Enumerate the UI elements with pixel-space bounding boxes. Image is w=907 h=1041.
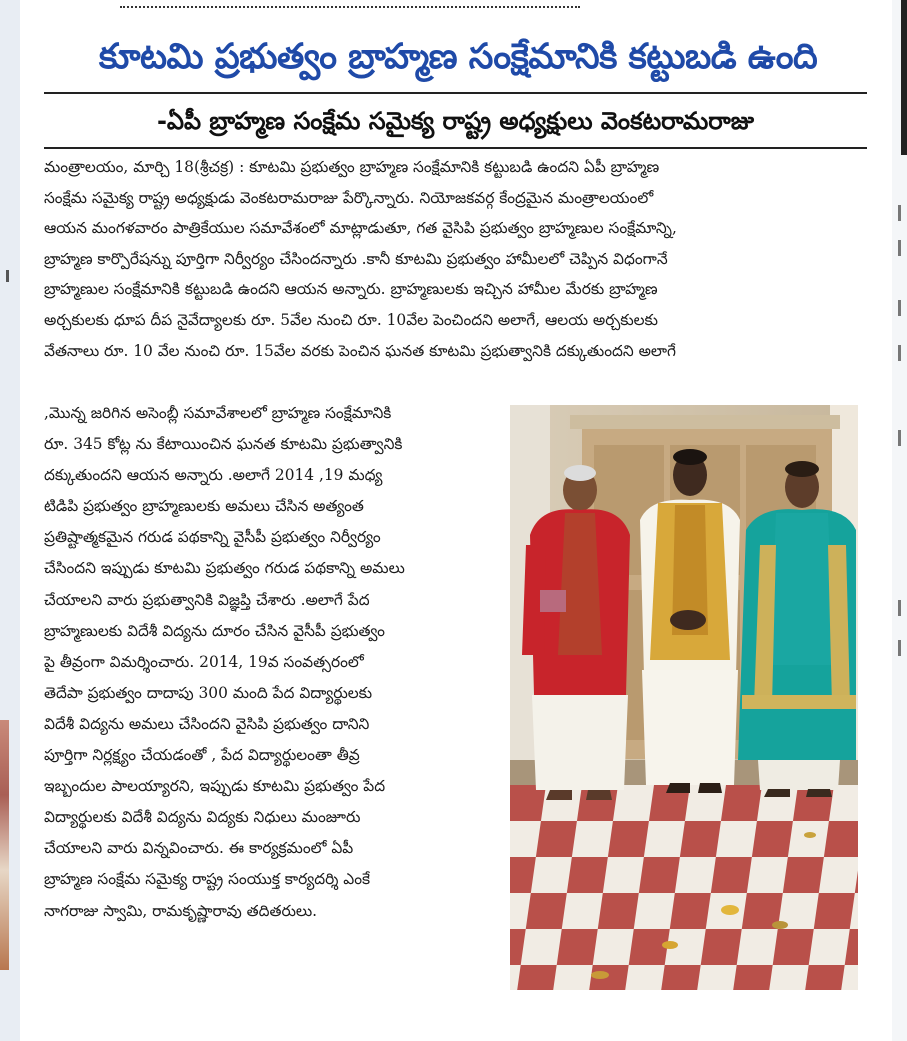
- headline-rule-bottom: [44, 147, 867, 149]
- adjacent-text-fragment: [898, 430, 901, 446]
- body-line: ఆయన మంగళవారం పాత్రికేయుల సమావేశంలో మాట్లాడుతూ, గత వైసిపి ప్రభుత్వం బ్రాహ్మణుల సంక్షేమాన్ని,: [44, 219, 677, 238]
- body-line: ప్రతిష్టాత్మకమైన గరుడ పథకాన్ని వైసీపీ ప్రభుత్వం నిర్వీర్యం: [44, 528, 381, 547]
- article-subheadline: -ఏపీ బ్రాహ్మణ సంక్షేమ సమైక్య రాష్ట్ర అధ్యక్షులు వెంకటరామరాజు: [156, 107, 755, 135]
- body-line: టిడిపి ప్రభుత్వం బ్రాహ్మణులకు అమలు చేసిన అత్యంత: [44, 497, 364, 516]
- body-line: పూర్తిగా నిర్లక్ష్యం చేయడంతో , పేద విద్యార్థులంతా తీవ్ర: [44, 746, 360, 765]
- article-photo: [510, 405, 858, 990]
- adjacent-dark-bar: [901, 0, 907, 155]
- body-line: మంత్రాలయం, మార్చి 18(శ్రీచక్ర) : కూటమి ప్రభుత్వం బ్రాహ్మణ సంక్షేమానికి కట్టుబడి ఉందని ఏపీ బ్రాహ్మణ: [44, 158, 660, 176]
- body-line: తెదేపా ప్రభుత్వం దాదాపు 300 మంది పేద విద్యార్థులకు: [44, 683, 373, 702]
- adjacent-text-fragment: [6, 270, 9, 282]
- body-line: ఇబ్బందుల పాలయ్యారని, ఇప్పుడు కూటమి ప్రభుత్వం పేద: [44, 777, 386, 796]
- adjacent-text-fragment: [898, 640, 901, 656]
- body-line: నాగరాజు స్వామి, రామకృష్ణారావు తదితరులు.: [44, 901, 318, 920]
- previous-article-cut-line: [120, 0, 580, 8]
- body-line: చేయాలని వారు ప్రభుత్వానికి విజ్ఞప్తి చేశారు .అలాగే పేద: [44, 590, 370, 609]
- headline-rule-top: [44, 92, 867, 94]
- body-line: చేసిందని ఇప్పుడు కూటమి ప్రభుత్వం గరుడ పథకాన్ని అమలు: [44, 559, 405, 578]
- adjacent-text-fragment: [898, 240, 901, 256]
- article-body-column: [44, 398, 499, 927]
- body-line: దక్కుతుందని ఆయన అన్నారు .అలాగే 2014 ,19 మధ్య: [44, 466, 383, 485]
- body-line: బ్రాహ్మణ కార్పొరేషన్ను పూర్తిగా నిర్వీర్యం చేసిందన్నారు .కానీ కూటమి ప్రభుత్వం హామీలలో చెప్పిన విధంగానే: [44, 249, 668, 268]
- adjacent-text-fragment: [898, 600, 901, 616]
- body-line: బ్రాహ్మణుల సంక్షేమానికి కట్టుబడి ఉందని ఆయన అన్నారు. బ్రాహ్మణులకు ఇచ్చిన హామీల మేరకు బ్రాహ్మణ: [44, 280, 658, 299]
- body-line: అర్చకులకు ధూప దీప నైవేద్యాలకు రూ. 5వేల నుంచి రూ. 10వేల పెంచిందని అలాగే, ఆలయ అర్చకులకు: [44, 310, 658, 329]
- body-line: చేయాలని వారు విన్నవించారు. ఈ కార్యక్రమంలో ఏపీ: [44, 839, 354, 858]
- body-line: రూ. 345 కోట్ల ను కేటాయించిన ఘనత కూటమి ప్రభుత్వానికి: [44, 435, 403, 454]
- adjacent-page-edge-left: [0, 0, 20, 1041]
- body-line: పై తీవ్రంగా విమర్శించారు. 2014, 19వ సంవత్సరంలో: [44, 652, 364, 671]
- adjacent-text-fragment: [898, 345, 901, 361]
- adjacent-text-fragment: [898, 205, 901, 221]
- body-line: బ్రాహ్మణ సంక్షేమ సమైక్య రాష్ట్ర సంయుక్త కార్యదర్శి ఎంకే: [44, 870, 371, 889]
- body-line: విద్యార్థులకు విదేశీ విద్యను విద్యకు నిధులు మంజూరు: [44, 808, 361, 827]
- article-headline: కూటమి ప్రభుత్వం బ్రాహ్మణ సంక్షేమానికి కట్టుబడి ఉంది: [98, 37, 818, 77]
- body-line: సంక్షేమ సమైక్య రాష్ట్ర అధ్యక్షుడు వెంకటరామరాజు పేర్కొన్నారు. నియోజకవర్గ కేంద్రమైన మంత్రాలయంలో: [44, 188, 654, 207]
- photo-three-men-standing: [510, 405, 858, 990]
- adjacent-photo-fragment: [0, 720, 9, 970]
- adjacent-page-edge-right: [892, 0, 907, 1041]
- article-body-full-width: [44, 152, 867, 366]
- body-line: ,మొన్న జరిగిన అసెంబ్లీ సమావేశాలలో బ్రాహ్మణ సంక్షేమానికి: [44, 404, 392, 422]
- body-line: బ్రాహ్మణులకు విదేశీ విద్యను దూరం చేసిన వైసీపీ ప్రభుత్వం: [44, 621, 385, 640]
- body-line: వేతనాలు రూ. 10 వేల నుంచి రూ. 15వేల వరకు పెంచిన ఘనత కూటమి ప్రభుత్వానికి దక్కుతుందని అలాగే: [44, 341, 676, 360]
- adjacent-text-fragment: [898, 300, 901, 316]
- body-line: విదేశీ విద్యను అమలు చేసిందని వైసిపి ప్రభుత్వం దానిని: [44, 714, 370, 733]
